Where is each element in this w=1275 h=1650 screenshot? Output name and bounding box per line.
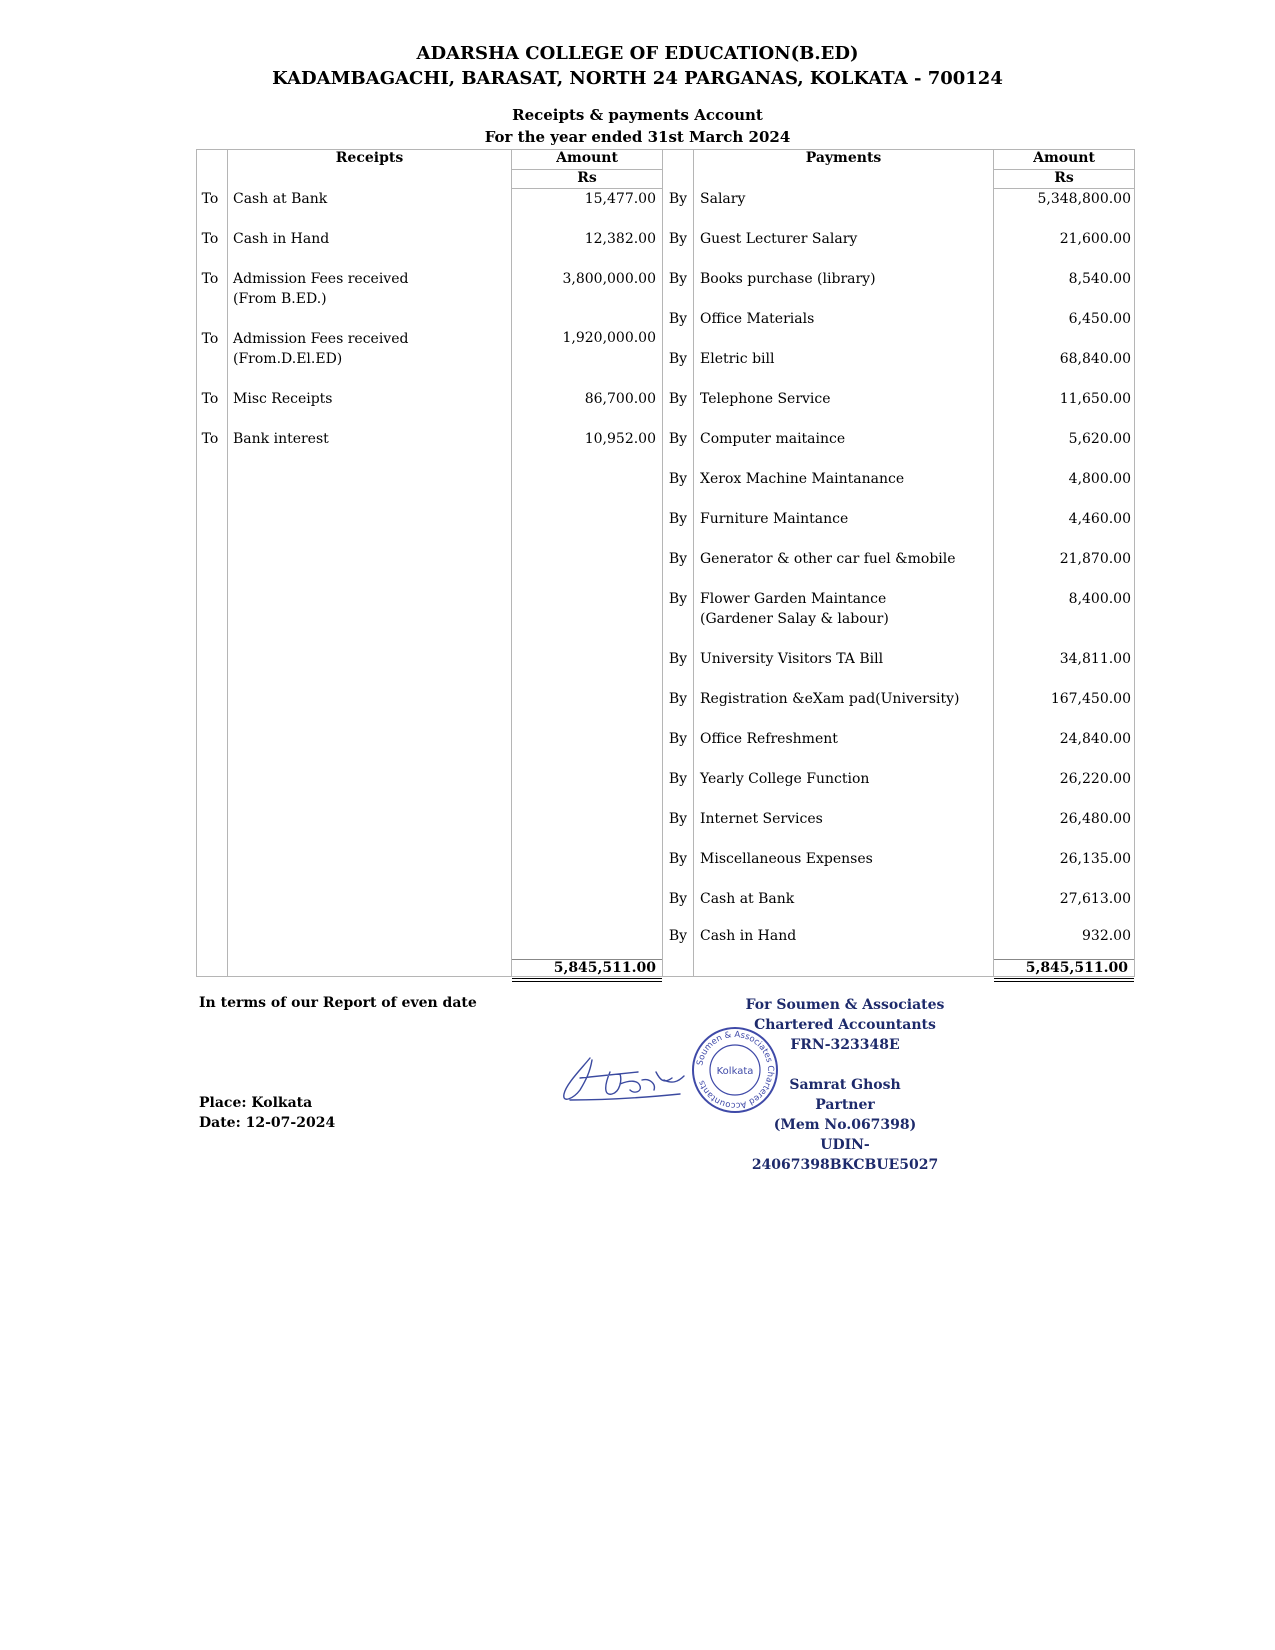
payment-prefix: By xyxy=(668,351,688,367)
receipt-prefix: To xyxy=(201,391,219,407)
receipt-prefix: To xyxy=(201,271,219,287)
receipt-amount: 10,952.00 xyxy=(584,431,656,447)
firm-name: For Soumen & Associates xyxy=(745,997,945,1013)
payment-label: Internet Services xyxy=(700,811,823,827)
table-divider xyxy=(227,149,228,977)
payment-label: Yearly College Function xyxy=(700,771,870,787)
firm-registration: FRN-323348E xyxy=(790,1037,900,1053)
receipt-amount: 86,700.00 xyxy=(584,391,656,407)
column-header-currency: Rs xyxy=(577,170,597,186)
payment-label: Eletric bill xyxy=(700,351,775,367)
payment-label: Flower Garden Maintance xyxy=(700,591,887,607)
payment-amount: 26,480.00 xyxy=(1059,811,1131,827)
college-address: KADAMBAGACHI, BARASAT, NORTH 24 PARGANAS, KOLKATA - 700124 xyxy=(272,68,1003,89)
total-double-rule xyxy=(994,981,1134,982)
payment-prefix: By xyxy=(668,811,688,827)
receipt-label-note: (From B.ED.) xyxy=(233,291,327,307)
payment-amount: 24,840.00 xyxy=(1059,731,1131,747)
payment-label: Miscellaneous Expenses xyxy=(700,851,873,867)
payment-amount: 21,600.00 xyxy=(1059,231,1131,247)
receipt-amount: 3,800,000.00 xyxy=(562,271,656,287)
column-header-amount: Amount xyxy=(556,150,618,166)
table-divider xyxy=(993,149,994,977)
receipt-label: Admission Fees received xyxy=(233,271,409,287)
stamp-center-text: Kolkata xyxy=(716,1066,754,1077)
receipt-amount: 12,382.00 xyxy=(584,231,656,247)
payment-label: Cash in Hand xyxy=(700,928,797,944)
payment-label: Cash at Bank xyxy=(700,891,795,907)
stamp-ring-text: Soumen & Associates Chartered Accountants xyxy=(695,1029,776,1111)
udin: UDIN-24067398BKCBUE5027 xyxy=(751,1137,939,1173)
payment-amount: 6,450.00 xyxy=(1068,311,1131,327)
receipt-label: Bank interest xyxy=(233,431,329,447)
payment-label: Generator & other car fuel &mobile xyxy=(700,551,956,567)
payment-prefix: By xyxy=(668,651,688,667)
payment-prefix: By xyxy=(668,851,688,867)
payment-label: Furniture Maintance xyxy=(700,511,849,527)
payment-amount: 167,450.00 xyxy=(1050,691,1131,707)
payment-prefix: By xyxy=(668,551,688,567)
payment-amount: 4,800.00 xyxy=(1068,471,1131,487)
payment-prefix: By xyxy=(668,511,688,527)
receipt-prefix: To xyxy=(201,191,219,207)
payments-total: 5,845,511.00 xyxy=(1025,960,1128,976)
receipts-total: 5,845,511.00 xyxy=(553,960,656,976)
payment-prefix: By xyxy=(668,731,688,747)
payment-amount: 34,811.00 xyxy=(1059,651,1131,667)
college-name: ADARSHA COLLEGE OF EDUCATION(B.ED) xyxy=(416,43,859,64)
receipt-prefix: To xyxy=(201,231,219,247)
payment-label: Xerox Machine Maintanance xyxy=(700,471,905,487)
payment-prefix: By xyxy=(668,311,688,327)
place: Place: Kolkata xyxy=(199,1095,313,1111)
payment-prefix: By xyxy=(668,391,688,407)
payment-prefix: By xyxy=(668,691,688,707)
signature xyxy=(560,1050,690,1110)
payment-amount: 5,348,800.00 xyxy=(1037,191,1131,207)
receipt-amount: 1,920,000.00 xyxy=(562,330,656,346)
total-double-rule xyxy=(512,978,662,979)
statement-title: Receipts & payments Account xyxy=(512,106,763,124)
payment-label: Guest Lecturer Salary xyxy=(700,231,858,247)
payment-amount: 26,220.00 xyxy=(1059,771,1131,787)
receipt-label-note: (From.D.El.ED) xyxy=(233,351,343,367)
total-double-rule xyxy=(512,981,662,982)
payment-amount: 68,840.00 xyxy=(1059,351,1131,367)
payment-label: Books purchase (library) xyxy=(700,271,876,287)
column-header-receipts: Receipts xyxy=(335,150,404,166)
column-header-currency: Rs xyxy=(1054,170,1074,186)
payment-prefix: By xyxy=(668,431,688,447)
payment-amount: 11,650.00 xyxy=(1059,391,1131,407)
payment-prefix: By xyxy=(668,191,688,207)
column-header-amount: Amount xyxy=(1033,150,1095,166)
payment-amount: 932.00 xyxy=(1082,928,1131,944)
payment-prefix: By xyxy=(668,928,688,944)
payment-amount: 27,613.00 xyxy=(1059,891,1131,907)
receipt-prefix: To xyxy=(201,431,219,447)
table-divider xyxy=(693,149,694,977)
column-header-payments: Payments xyxy=(805,150,882,166)
payment-amount: 8,400.00 xyxy=(1068,591,1131,607)
table-divider xyxy=(662,149,663,977)
payment-label: University Visitors TA Bill xyxy=(700,651,884,667)
partner-title: Partner xyxy=(815,1097,875,1113)
payment-prefix: By xyxy=(668,591,688,607)
payment-prefix: By xyxy=(668,471,688,487)
payment-amount: 21,870.00 xyxy=(1059,551,1131,567)
payment-label: Telephone Service xyxy=(700,391,831,407)
payment-label: Computer maitaince xyxy=(700,431,846,447)
payment-label: Registration &eXam pad(University) xyxy=(700,691,960,707)
payment-label: Office Materials xyxy=(700,311,815,327)
report-note: In terms of our Report of even date xyxy=(199,995,477,1011)
payment-label: Office Refreshment xyxy=(700,731,838,747)
payment-amount: 5,620.00 xyxy=(1068,431,1131,447)
receipt-label: Misc Receipts xyxy=(233,391,333,407)
receipt-label: Cash at Bank xyxy=(233,191,328,207)
firm-type: Chartered Accountants xyxy=(754,1017,936,1033)
total-double-rule xyxy=(994,978,1134,979)
firm-stamp xyxy=(690,1025,780,1115)
payment-amount: 4,460.00 xyxy=(1068,511,1131,527)
payment-amount: 26,135.00 xyxy=(1059,851,1131,867)
receipt-label: Admission Fees received xyxy=(233,331,409,347)
payment-prefix: By xyxy=(668,231,688,247)
payment-amount: 8,540.00 xyxy=(1068,271,1131,287)
payment-label: Salary xyxy=(700,191,746,207)
payment-prefix: By xyxy=(668,271,688,287)
payment-prefix: By xyxy=(668,771,688,787)
date: Date: 12-07-2024 xyxy=(199,1115,336,1131)
partner-name: Samrat Ghosh xyxy=(789,1077,901,1093)
receipt-prefix: To xyxy=(201,331,219,347)
statement-period: For the year ended 31st March 2024 xyxy=(484,128,791,146)
payment-label-note: (Gardener Salay & labour) xyxy=(700,611,889,627)
table-border-right xyxy=(1134,149,1135,977)
receipt-label: Cash in Hand xyxy=(233,231,330,247)
membership-number: (Mem No.067398) xyxy=(773,1117,917,1133)
receipt-amount: 15,477.00 xyxy=(584,191,656,207)
payment-prefix: By xyxy=(668,891,688,907)
